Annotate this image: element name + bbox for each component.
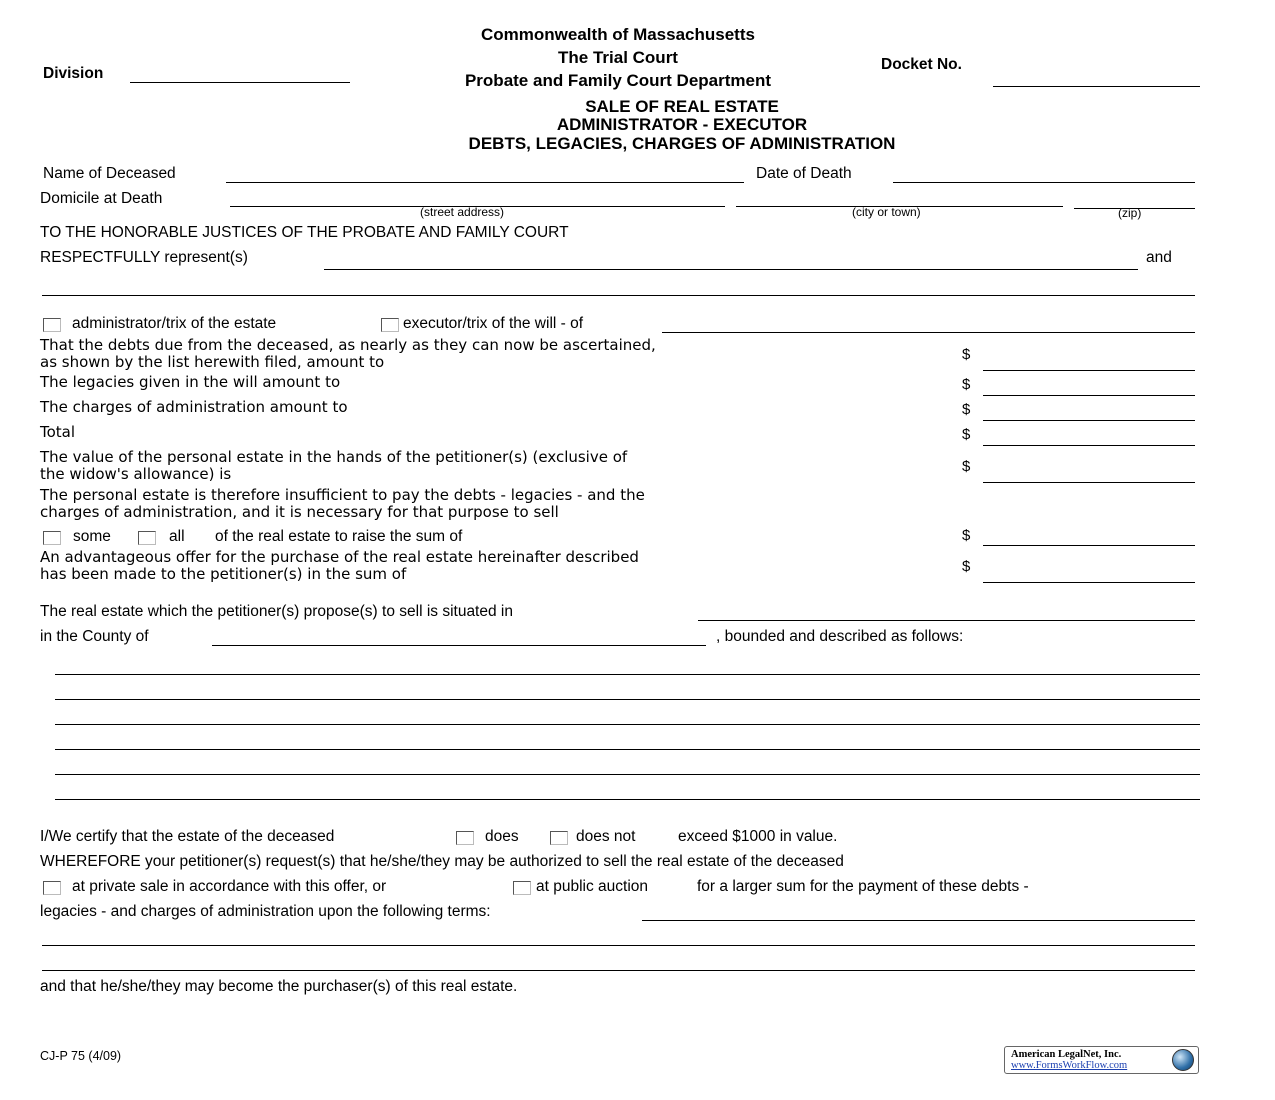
does-not-label: does not [576,828,636,845]
debts-amount-field[interactable] [983,370,1195,371]
will-of-field[interactable] [662,332,1195,333]
petitioner-field[interactable] [324,269,1138,270]
total-amount-field[interactable] [983,445,1195,446]
legalnet-logo[interactable] [1004,1046,1199,1074]
insufficient-text-2: charges of administration, and it is necessary for that purpose to sell [40,503,559,521]
street-address-caption: (street address) [420,205,505,219]
debts-dollar: $ [962,346,971,363]
personal-estate-dollar: $ [962,458,971,475]
legacies-amount-field[interactable] [983,395,1195,396]
logo-name: American LegalNet, Inc. [1011,1049,1122,1060]
date-of-death-label: Date of Death [756,165,852,182]
domicile-label: Domicile at Death [40,190,163,207]
public-auction-label: at public auction [536,878,649,895]
header-commonwealth: Commonwealth of Massachusetts [481,25,755,44]
title-sale: SALE OF REAL ESTATE [585,97,779,116]
docket-label: Docket No. [881,56,962,73]
terms-field-3[interactable] [42,970,1195,971]
exceed-label: exceed $1000 in value. [678,828,838,845]
private-sale-checkbox[interactable] [43,881,61,895]
some-label: some [73,528,111,545]
description-line-4[interactable] [55,749,1200,750]
legacies-dollar: $ [962,376,971,393]
raise-sum-dollar: $ [962,527,971,544]
offer-text-1: An advantageous offer for the purchase of the real estate hereinafter described [40,548,639,566]
logo-url[interactable]: www.FormsWorkFlow.com [1011,1060,1128,1071]
administrator-checkbox[interactable] [43,318,61,332]
situated-field[interactable] [698,620,1195,621]
private-sale-label: at private sale in accordance with this offer, or [72,878,387,895]
personal-estate-text-2: the widow's allowance) is [40,465,232,483]
represent-label: RESPECTFULLY represent(s) [40,249,248,266]
public-auction-suffix: for a larger sum for the payment of these debts - [697,878,1029,895]
personal-estate-text-1: The value of the personal estate in the hands of the petitioner(s) (exclusive of [40,448,628,466]
debts-text-1: That the debts due from the deceased, as nearly as they can now be ascertained, [40,336,656,354]
does-checkbox[interactable] [456,831,474,845]
title-admin-exec: ADMINISTRATOR - EXECUTOR [556,115,808,134]
date-of-death-field[interactable] [893,182,1195,183]
raise-sum-label: of the real estate to raise the sum of [215,528,463,545]
petitioner-field-2[interactable] [42,295,1195,296]
some-checkbox[interactable] [43,531,61,545]
zip-caption: (zip) [1118,206,1142,220]
certify-label: I/We certify that the estate of the deceased [40,828,335,845]
division-field[interactable] [130,82,350,83]
offer-dollar: $ [962,558,971,575]
total-dollar: $ [962,426,971,443]
docket-field[interactable] [993,86,1200,87]
personal-estate-amount-field[interactable] [983,482,1195,483]
title-debts: DEBTS, LEGACIES, CHARGES OF ADMINISTRATION [468,134,896,153]
terms-label: legacies - and charges of administration upon the following terms: [40,903,491,920]
honorable-justices: TO THE HONORABLE JUSTICES OF THE PROBATE AND FAMILY COURT [40,224,569,241]
debts-text-2: as shown by the list herewith filed, amount to [40,353,385,371]
header-trial-court: The Trial Court [558,48,678,67]
and-label: and [1146,249,1172,266]
does-not-checkbox[interactable] [550,831,568,845]
offer-text-2: has been made to the petitioner(s) in the sum of [40,565,407,583]
county-label: in the County of [40,628,149,645]
description-line-3[interactable] [55,724,1200,725]
situated-label: The real estate which the petitioner(s) propose(s) to sell is situated in [40,603,513,620]
name-of-deceased-label: Name of Deceased [43,165,176,182]
public-auction-checkbox[interactable] [513,881,531,895]
raise-sum-amount-field[interactable] [983,545,1195,546]
does-label: does [485,828,519,845]
charges-text: The charges of administration amount to [40,398,348,416]
division-label: Division [43,65,104,82]
globe-icon [1172,1049,1194,1071]
description-line-6[interactable] [55,799,1200,800]
header-department: Probate and Family Court Department [464,71,772,90]
description-line-1[interactable] [55,674,1200,675]
charges-dollar: $ [962,401,971,418]
all-checkbox[interactable] [138,531,156,545]
legacies-text: The legacies given in the will amount to [40,373,341,391]
description-line-5[interactable] [55,774,1200,775]
wherefore-text: WHEREFORE your petitioner(s) request(s) that he/she/they may be authorized to sell the real estate of the deceased [40,853,844,870]
description-line-2[interactable] [55,699,1200,700]
county-field[interactable] [212,645,706,646]
administrator-label: administrator/trix of the estate [72,315,277,332]
insufficient-text-1: The personal estate is therefore insufficient to pay the debts - legacies - and the [40,486,645,504]
name-of-deceased-field[interactable] [226,182,744,183]
terms-field-2[interactable] [42,945,1195,946]
all-label: all [169,528,185,545]
total-text: Total [40,423,76,441]
offer-amount-field[interactable] [983,582,1195,583]
executor-label: executor/trix of the will - of [403,315,584,332]
executor-checkbox[interactable] [381,318,399,332]
form-id: CJ-P 75 (4/09) [40,1049,122,1063]
purchaser-text: and that he/she/they may become the purchaser(s) of this real estate. [40,978,518,995]
terms-field-1[interactable] [642,920,1195,921]
charges-amount-field[interactable] [983,420,1195,421]
city-caption: (city or town) [852,205,921,219]
bounded-label: , bounded and described as follows: [716,628,964,645]
